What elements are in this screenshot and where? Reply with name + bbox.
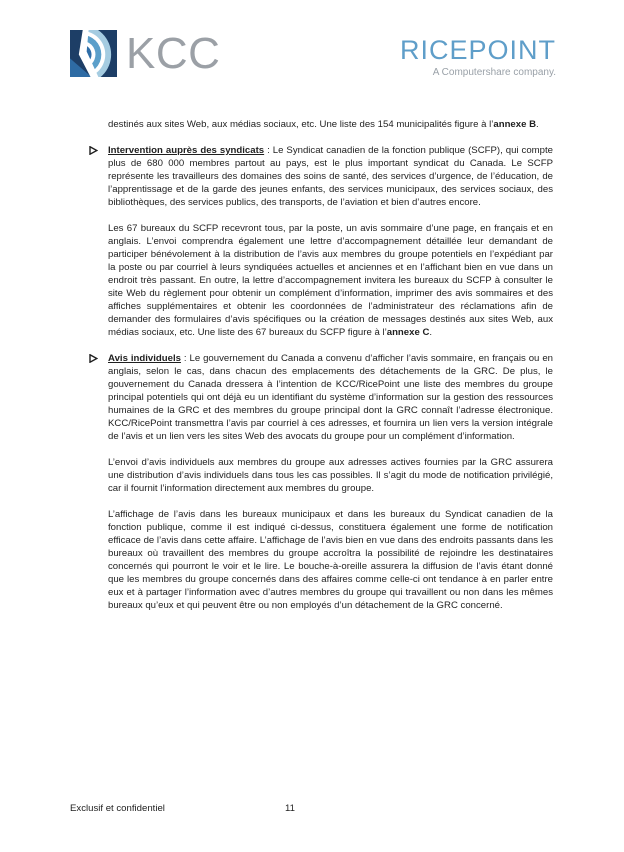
bullet-paragraph [108, 144, 553, 209]
kcc-logo-icon [70, 30, 117, 77]
bullet-paragraph [108, 352, 553, 443]
text-run: annexe B [493, 119, 537, 130]
document-footer [70, 802, 554, 815]
text-run: . [536, 119, 539, 130]
paragraph [108, 222, 553, 339]
document-header [70, 30, 556, 79]
text-run: destinés aux sites Web, aux médias sociaux, etc. Une liste des 154 municipalités figure à l’ [108, 119, 494, 130]
kcc-logo-text: KCC [126, 29, 221, 78]
page-number: 11 [285, 803, 295, 814]
text-run: annexe C [386, 327, 430, 338]
text-run: L’affichage de l’avis dans les bureaux municipaux et dans les bureaux du Syndicat canadien de la fonction publique, comme il est indiqué ci-dessus, constituera également une forme de notification efficace de l’avis dans cette affaire. L’affichage de l’avis bien en vue dans des endroits passants dans les bureaux où travaillent des membres du groupe accroîtra la possibilité de rejoindre les destinataires concernés qui pourront le voir et le lire. Le bouche-à-oreille assurera la diffusion de l’avis étant donné que les membres du groupe concernés dans des affaires comme celle-ci ont tendance à en parler entre eux et à partager l’information avec d’autres membres du groupe qui travaillent ou non dans les mêmes bureaux qu’eux et qui peuvent être ou non employés d’un détachement de la GRC concerné. [108, 509, 553, 611]
section-heading-text: Intervention auprès des syndicats [108, 145, 265, 156]
bullet-arrow-icon [89, 146, 98, 155]
ricepoint-tagline: A Computershare company. [432, 67, 556, 78]
confidentiality-label: Exclusif et confidentiel [70, 803, 165, 814]
paragraph [108, 456, 553, 495]
paragraph [108, 118, 553, 131]
text-run: : Le Syndicat canadien de la fonction publique (SCFP), qui compte plus de 680 000 membres partout au pays, est le plus important syndicat du Canada. Le SCFP représente les travailleurs des domaines des soins de santé, des services d’urgence, de l’éducation, de l’apprentissage et de la garde des jeunes enfants, des services municipaux, des services sociaux, des bibliothèques, des services publics, des transports, de l’aviation et bien d’autres encore. [108, 145, 553, 208]
text-run: L’envoi d’avis individuels aux membres du groupe aux adresses actives fournies par la GRC assurera une distribution d’avis individuels dans tous les cas possibles. Il s’agit du mode de notification privilégié, car il fournit l’information directement aux membres du groupe. [108, 457, 553, 494]
section-heading-text: Avis individuels [108, 353, 181, 364]
text-run: : Le gouvernement du Canada a convenu d’afficher l’avis sommaire, en français ou en anglais, selon le cas, dans chacun des emplacements des détachements de la GRC. De plus, le gouvernement du Canada dressera à l’intention de KCC/RicePoint une liste des membres du groupe principal potentiels qui ont déjà eu un identifiant du système d’information sur la gestion des ressources humaines de la GRC et des membres du groupe principal dont la GRC connaît l’adresse électronique. KCC/RicePoint transmettra l’avis par courriel à ces adresses, et fournira un lien vers la version intégrale de l’avis et un lien vers les sites Web des avocats du groupe pour un complément d’information. [108, 353, 553, 442]
ricepoint-logo [400, 37, 556, 79]
kcc-logo [70, 30, 220, 77]
ricepoint-logo-text: RICEPOINT [399, 35, 556, 65]
paragraph [108, 508, 553, 612]
document-body [108, 118, 553, 625]
bullet-arrow-icon [89, 354, 98, 363]
text-run: . [429, 327, 433, 338]
text-run: Les 67 bureaux du SCFP recevront tous, par la poste, un avis sommaire d’une page, en français et en anglais. L’envoi comprendra également une lettre d’accompagnement détaillée leur demandant de participer bénévolement à la distribution de l’avis aux membres du groupe potentiels en l’expédiant par la poste ou par courriel à leurs syndiquées actuelles et anciennes et en l’affichant bien en vue dans un endroit très passant. En outre, la lettre d’accompagnement invitera les bureaux du SCFP à consulter le site Web du règlement pour obtenir un complément d’information, imprimer des avis sommaires et des affiches supplémentaires et obtenir les coordonnées de l’administrateur des réclamations afin de demander des formulaires d’avis spécifiques ou la création de messages destinés aux sites Web, aux médias sociaux, etc. Une liste des 67 bureaux du SCFP figure à l’ [108, 223, 553, 338]
